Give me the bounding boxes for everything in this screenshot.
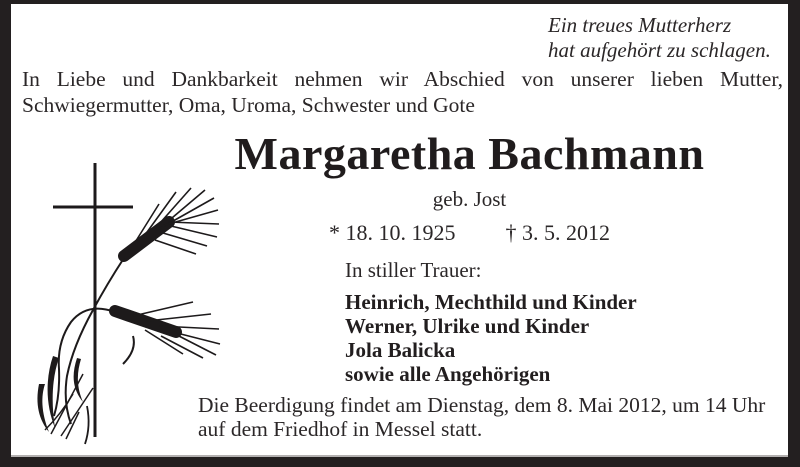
mourning-heading: In stiller Trauer:: [345, 258, 482, 282]
maiden-name: geb. Jost: [432, 187, 507, 211]
intro-line-2: Schwiegermutter, Oma, Uroma, Schwester und Gote: [22, 93, 475, 117]
funeral-info: [198, 393, 765, 441]
deceased-name: Margaretha Bachmann: [234, 128, 705, 179]
funeral-line-1: Die Beerdigung findet am Dienstag, dem 8. Mai 2012, um 14 Uhr: [198, 393, 766, 417]
mourner-line: sowie alle Angehörigen: [345, 362, 551, 386]
funeral-line-2: auf dem Friedhof in Messel statt.: [198, 417, 483, 441]
obituary-notice: [11, 4, 788, 457]
epigraph: [548, 13, 771, 63]
death-date: † 3. 5. 2012: [505, 220, 610, 245]
life-dates: [151, 220, 788, 245]
mourner-line: Werner, Ulrike und Kinder: [345, 314, 590, 338]
epigraph-line-2: hat aufgehört zu schlagen.: [548, 38, 771, 62]
epigraph-line-1: Ein treues Mutterherz: [548, 13, 732, 37]
mourning-block: [345, 258, 637, 386]
mourners-list: [345, 290, 637, 386]
mourner-line: Heinrich, Mechthild und Kinder: [345, 290, 637, 314]
intro-line-1: In Liebe und Dankbarkeit nehmen wir Abschied von unserer lieben Mutter,: [22, 67, 783, 91]
birth-date: * 18. 10. 1925: [329, 220, 456, 245]
grass-tick: [123, 336, 134, 364]
deceased-block: [151, 128, 788, 245]
intro-paragraph: [22, 66, 783, 118]
mourner-line: Jola Balicka: [345, 338, 456, 362]
lower-wheat-ear: [115, 302, 220, 358]
